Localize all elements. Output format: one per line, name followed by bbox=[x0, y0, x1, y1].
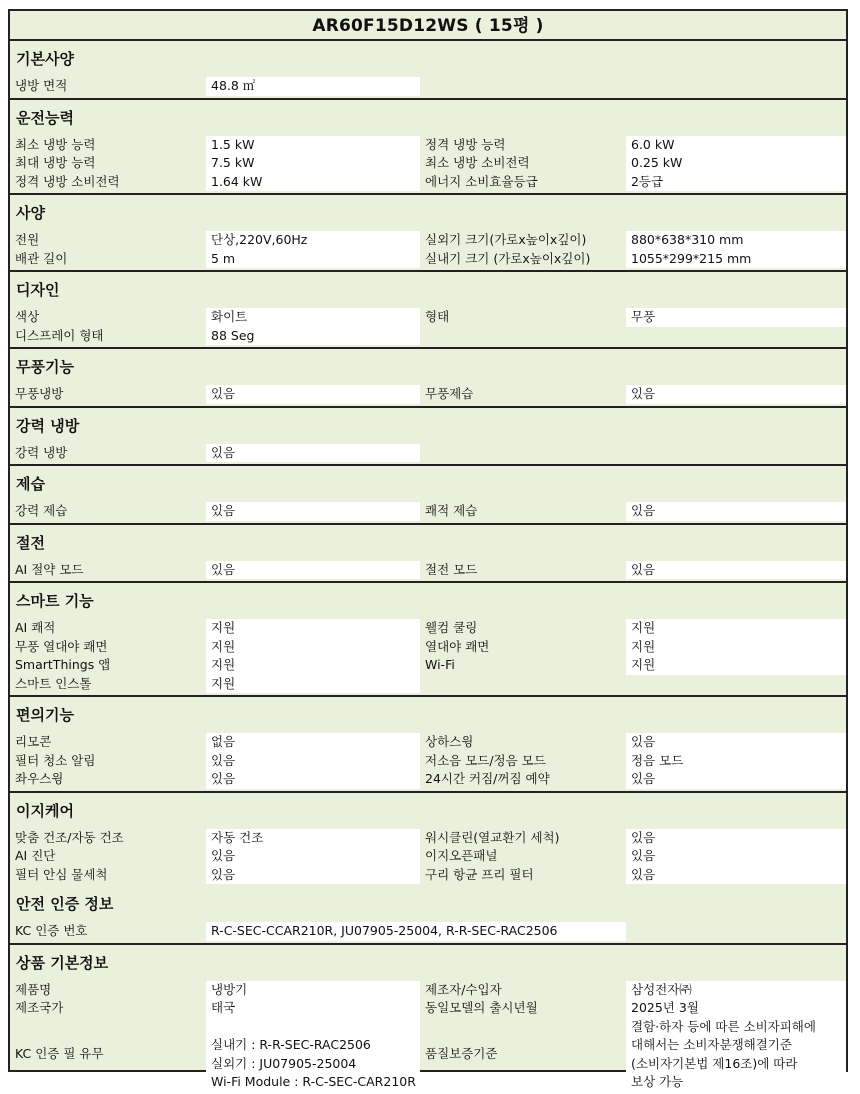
spec-label: 24시간 커짐/꺼짐 예약 bbox=[425, 771, 550, 786]
spec-label: AI 진단 bbox=[15, 848, 56, 863]
spec-label bbox=[420, 675, 626, 694]
spec-label: Wi-Fi bbox=[425, 657, 455, 672]
section-heading: 강력 냉방 bbox=[16, 416, 80, 435]
spec-value: 1055*299*215 mm bbox=[626, 250, 846, 269]
spec-value: 있음 bbox=[626, 385, 846, 404]
spec-value: 있음 bbox=[206, 444, 420, 463]
spec-label: 냉방 면적 bbox=[15, 78, 68, 93]
quality-line: 보상 가능 bbox=[631, 1074, 684, 1089]
table-row bbox=[10, 619, 846, 638]
spec-value: 있음 bbox=[626, 561, 846, 580]
section-heading: 운전능력 bbox=[16, 108, 74, 127]
spec-label: 열대야 쾌면 bbox=[425, 638, 490, 654]
spec-value: 화이트 bbox=[206, 308, 420, 327]
spec-label: AI 절약 모드 bbox=[15, 561, 84, 577]
table-row bbox=[10, 999, 846, 1018]
spec-value: 1.64 kW bbox=[206, 173, 420, 192]
spec-section bbox=[10, 793, 846, 887]
spec-label: 실외기 크기(가로x높이x깊이) bbox=[425, 232, 587, 247]
spec-label: 저소음 모드/정음 모드 bbox=[425, 752, 546, 768]
kc-line: 실외기 : JU07905-25004 bbox=[211, 1055, 357, 1071]
table-row bbox=[10, 847, 846, 866]
spec-value: 자동 건조 bbox=[206, 829, 420, 848]
spec-label: 실내기 크기 (가로x높이x깊이) bbox=[425, 250, 591, 266]
spec-label: 상하스윙 bbox=[425, 734, 474, 749]
table-row bbox=[10, 173, 846, 192]
spec-label: KC 인증 번호 bbox=[15, 923, 88, 938]
spec-value: 단상,220V,60Hz bbox=[206, 231, 420, 250]
spec-section bbox=[10, 583, 846, 697]
spec-value: 5 m bbox=[206, 250, 420, 269]
spec-label: SmartThings 앱 bbox=[15, 657, 111, 672]
spec-value bbox=[626, 327, 846, 346]
table-row bbox=[10, 656, 846, 675]
section-heading: 이지케어 bbox=[16, 801, 74, 820]
spec-value: 있음 bbox=[206, 385, 420, 404]
table-row bbox=[10, 752, 846, 771]
spec-value: 7.5 kW bbox=[206, 154, 420, 173]
table-row bbox=[10, 502, 846, 521]
table-row bbox=[10, 733, 846, 752]
page-title: AR60F15D12WS ( 15평 ) bbox=[10, 11, 846, 41]
spec-value: 있음 bbox=[626, 829, 846, 848]
section-heading: 무풍기능 bbox=[16, 358, 74, 376]
quality-line: 대해서는 소비자분쟁해결기준 bbox=[631, 1037, 792, 1052]
table-row bbox=[10, 770, 846, 789]
spec-label: 맞춤 건조/자동 건조 bbox=[15, 829, 124, 845]
spec-value: 있음 bbox=[626, 770, 846, 789]
table-row bbox=[10, 385, 846, 404]
section-heading: 제습 bbox=[16, 475, 45, 493]
spec-value: 있음 bbox=[626, 847, 846, 866]
spec-value bbox=[626, 675, 846, 694]
spec-section bbox=[10, 408, 846, 467]
spec-label: 색상 bbox=[15, 309, 40, 324]
spec-value: 있음 bbox=[206, 770, 420, 789]
section-heading: 디자인 bbox=[16, 281, 60, 299]
spec-value: 지원 bbox=[626, 619, 846, 638]
spec-label: 정격 냉방 소비전력 bbox=[15, 173, 120, 189]
table-row bbox=[10, 77, 846, 96]
section-heading: 편의기능 bbox=[16, 706, 74, 724]
spec-value: 지원 bbox=[626, 638, 846, 657]
spec-value: 지원 bbox=[206, 638, 420, 657]
spec-label: 최소 냉방 능력 bbox=[15, 136, 96, 152]
spec-value: 있음 bbox=[626, 502, 846, 521]
spec-label: 스마트 인스톨 bbox=[15, 675, 92, 691]
spec-label: 리모콘 bbox=[15, 734, 52, 749]
spec-label: 무풍 열대야 쾌면 bbox=[15, 638, 108, 654]
section-heading: 기본사양 bbox=[16, 50, 74, 68]
spec-value: 있음 bbox=[206, 502, 420, 521]
kc-line: 실내기 : R-R-SEC-RAC2506 bbox=[211, 1037, 371, 1052]
spec-value: 있음 bbox=[626, 866, 846, 885]
spec-label: 웰컴 쿨링 bbox=[425, 620, 478, 635]
spec-label: 필터 안심 물세척 bbox=[15, 866, 108, 882]
spec-section bbox=[10, 466, 846, 525]
table-row bbox=[10, 675, 846, 694]
spec-value: 880*638*310 mm bbox=[626, 231, 846, 250]
spec-value: 삼성전자㈜ bbox=[626, 981, 846, 1000]
spec-label: 절전 모드 bbox=[425, 561, 478, 577]
spec-value: 정음 모드 bbox=[626, 752, 846, 771]
spec-value bbox=[626, 1018, 846, 1092]
table-row bbox=[10, 136, 846, 155]
section-heading: 사양 bbox=[16, 204, 45, 222]
spec-value: 있음 bbox=[206, 866, 420, 885]
spec-label: 제품명 bbox=[15, 981, 52, 997]
spec-value: 88 Seg bbox=[206, 327, 420, 346]
section-heading: 안전 인증 정보 bbox=[16, 895, 114, 913]
spec-value: 있음 bbox=[206, 847, 420, 866]
quality-line: 결함·하자 등에 따른 소비자피해에 bbox=[631, 1018, 816, 1034]
spec-label: 품질보증기준 bbox=[425, 1046, 498, 1062]
section-heading: 절전 bbox=[16, 533, 45, 552]
table-row bbox=[10, 829, 846, 848]
spec-label: 최대 냉방 능력 bbox=[15, 155, 96, 170]
spec-label: 디스프레이 형태 bbox=[15, 327, 104, 343]
spec-label: KC 인증 필 유무 bbox=[15, 1046, 104, 1062]
spec-value: 1.5 kW bbox=[206, 136, 420, 155]
spec-section bbox=[10, 525, 846, 584]
spec-label: 워시클린(열교환기 세척) bbox=[425, 829, 560, 845]
spec-sheet bbox=[8, 9, 848, 1089]
table-row bbox=[10, 1018, 846, 1092]
spec-label: 에너지 소비효율등급 bbox=[425, 173, 538, 189]
spec-label: 필터 청소 알림 bbox=[15, 752, 96, 768]
table-row bbox=[10, 231, 846, 250]
quality-line: (소비자기본법 제16조)에 따라 bbox=[631, 1055, 798, 1071]
spec-value: 태국 bbox=[206, 999, 420, 1018]
spec-value bbox=[626, 77, 846, 96]
spec-section bbox=[10, 100, 846, 196]
spec-label: 좌우스윙 bbox=[15, 771, 64, 786]
spec-value bbox=[626, 444, 846, 463]
spec-value bbox=[206, 1018, 420, 1092]
spec-section bbox=[10, 697, 846, 793]
table-row bbox=[10, 922, 846, 941]
spec-label: 제조자/수입자 bbox=[425, 981, 502, 997]
spec-section bbox=[10, 349, 846, 408]
table-row bbox=[10, 981, 846, 1000]
kc-line: Wi-Fi Module : R-C-SEC-CAR210R bbox=[211, 1074, 416, 1089]
spec-label: 배관 길이 bbox=[15, 250, 68, 266]
spec-value: 없음 bbox=[206, 733, 420, 752]
spec-label: 형태 bbox=[425, 309, 450, 324]
spec-label: 구리 항균 프리 필터 bbox=[425, 866, 534, 882]
spec-label: 제조국가 bbox=[15, 1000, 64, 1015]
section-basic bbox=[10, 945, 846, 1094]
table-row bbox=[10, 154, 846, 173]
spec-label: 이지오픈패널 bbox=[425, 848, 498, 863]
spec-value: 2등급 bbox=[626, 173, 846, 192]
spec-section bbox=[10, 41, 846, 100]
spec-label: 무풍제습 bbox=[425, 386, 474, 401]
spec-label: 최소 냉방 소비전력 bbox=[425, 155, 530, 170]
section-safety bbox=[10, 886, 846, 945]
spec-value: 있음 bbox=[206, 561, 420, 580]
spec-label: 강력 제습 bbox=[15, 503, 68, 518]
table-row bbox=[10, 250, 846, 269]
table-row bbox=[10, 444, 846, 463]
section-heading: 상품 기본정보 bbox=[16, 953, 109, 972]
spec-value: 지원 bbox=[206, 675, 420, 694]
spec-section bbox=[10, 195, 846, 272]
spec-label: 쾌적 제습 bbox=[425, 503, 478, 518]
spec-value: 지원 bbox=[626, 656, 846, 675]
spec-value: 무풍 bbox=[626, 308, 846, 327]
table-row bbox=[10, 327, 846, 346]
table-row bbox=[10, 638, 846, 657]
spec-value: 있음 bbox=[206, 752, 420, 771]
spec-label: 동일모델의 출시년월 bbox=[425, 1000, 538, 1015]
spec-label: 무풍냉방 bbox=[15, 386, 64, 401]
spec-value: 있음 bbox=[626, 733, 846, 752]
spec-value: 지원 bbox=[206, 619, 420, 638]
section-heading: 스마트 기능 bbox=[16, 592, 94, 610]
spec-value: 냉방기 bbox=[206, 981, 420, 1000]
spec-value: 0.25 kW bbox=[626, 154, 846, 173]
table-row bbox=[10, 561, 846, 580]
spec-label bbox=[420, 327, 626, 346]
spec-label bbox=[420, 444, 626, 463]
table-row bbox=[10, 308, 846, 327]
spec-value: 48.8 ㎡ bbox=[206, 77, 420, 96]
spec-label: 전원 bbox=[15, 232, 40, 247]
spec-value: 6.0 kW bbox=[626, 136, 846, 155]
spec-value: 지원 bbox=[206, 656, 420, 675]
spec-section bbox=[10, 272, 846, 349]
spec-value: R-C-SEC-CCAR210R, JU07905-25004, R-R-SEC-RAC2506 bbox=[206, 922, 626, 941]
table-row bbox=[10, 866, 846, 885]
spec-value: 2025년 3월 bbox=[626, 999, 846, 1018]
spec-label bbox=[420, 77, 626, 96]
spec-label: AI 쾌적 bbox=[15, 620, 56, 635]
spec-label: 강력 냉방 bbox=[15, 444, 68, 460]
spec-label: 정격 냉방 능력 bbox=[425, 136, 506, 152]
